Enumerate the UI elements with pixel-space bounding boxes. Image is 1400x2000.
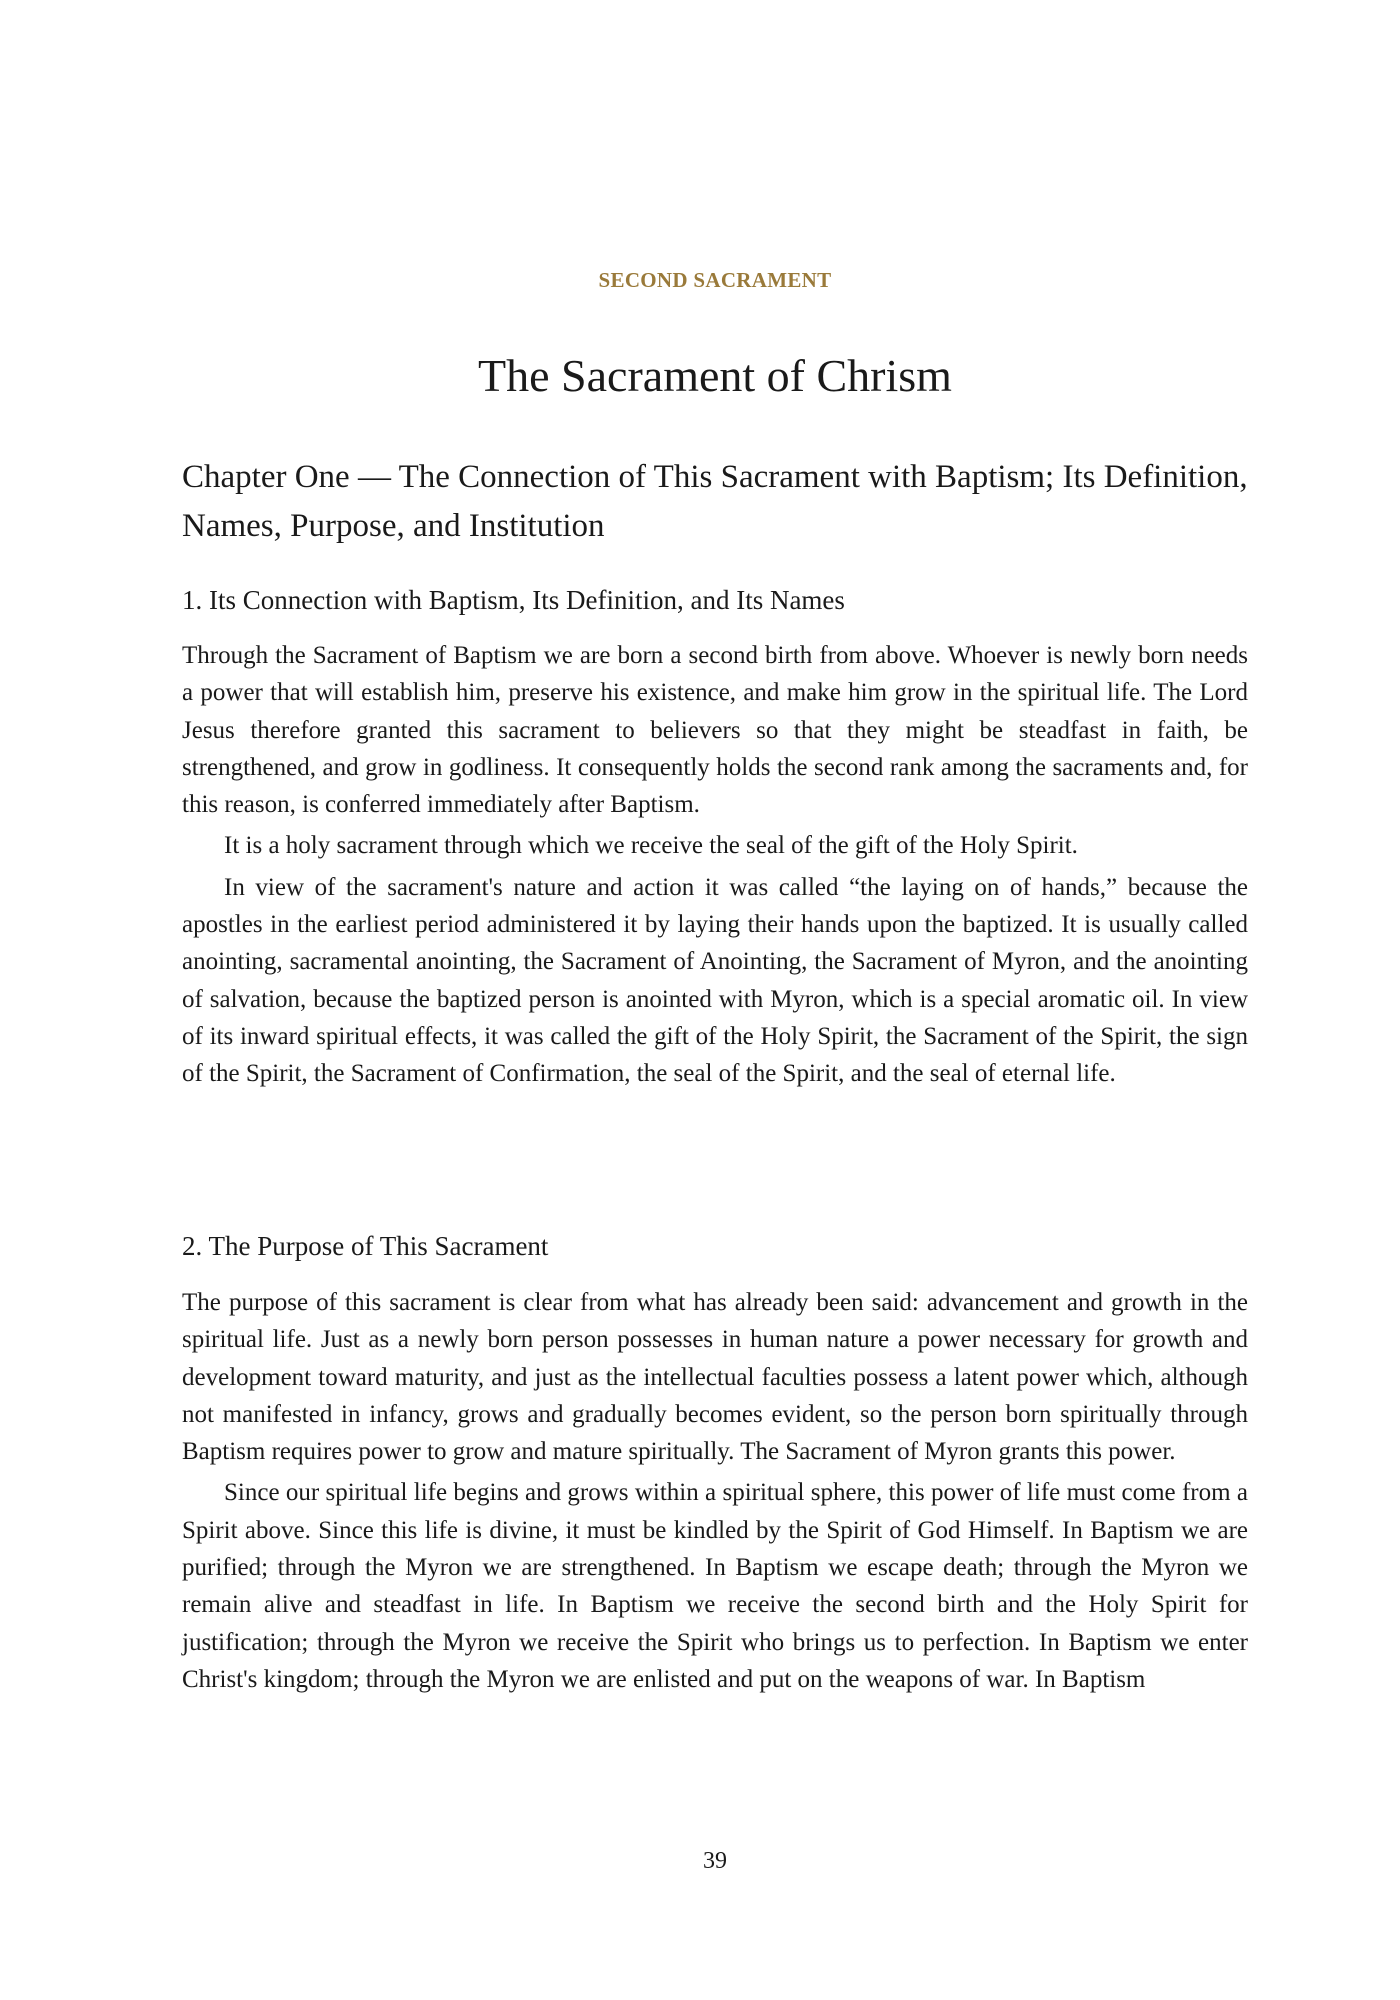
paragraph: In view of the sacrament's nature and action it was called “the laying on of hands,” because the apostles in the earliest period administered it by laying their hands upon the baptized. It is usually called anointing, sacramental anointing, the Sacrament of Anointing, the Sacrament of Myron, and the anointing of salvation, because the baptized person is anointed with Myron, which is a special aromatic oil. In view of its inward spiritual effects, it was called the gift of the Holy Spirit, the Sacrament of the Spirit, the sign of the Spirit, the Sacrament of Confirmation, the seal of the Spirit, and the seal of eternal life. (182, 873, 1248, 1088)
paragraph: It is a holy sacrament through which we receive the seal of the gift of the Holy Spirit. (224, 832, 1078, 860)
paragraph: The purpose of this sacrament is clear from what has already been said: advancement and growth in the spiritual life. Just as a newly born person possesses in human nature a power necessary for growth and development toward maturity, and just as the intellectual faculties possess a latent power which, although not manifested in infancy, grows and gradually becomes evident, so the person born spiritually through Baptism requires power to grow and mature spiritually. The Sacrament of Myron grants this power. (182, 1289, 1248, 1466)
section-body-1 (182, 637, 1248, 1093)
page-number: 39 (703, 1848, 727, 1874)
section-heading-1: 1. Its Connection with Baptism, Its Definition, and Its Names (182, 585, 845, 615)
chapter-heading: Chapter One — The Connection of This Sacrament with Baptism; Its Definition, Names, Purpose, and Institution (182, 459, 1248, 544)
section-body-2 (182, 1284, 1248, 1698)
book-page (182, 0, 1248, 2000)
part-label: SECOND SACRAMENT (598, 268, 832, 292)
paragraph: Through the Sacrament of Baptism we are born a second birth from above. Whoever is newly born needs a power that will establish him, preserve his existence, and make him grow in the spiritual life. The Lord Jesus therefore granted this sacrament to believers so that they might be steadfast in faith, be strengthened, and grow in godliness. It consequently holds the second rank among the sacraments and, for this reason, is conferred immediately after Baptism. (182, 642, 1248, 819)
paragraph: Since our spiritual life begins and grows within a spiritual sphere, this power of life must come from a Spirit above. Since this life is divine, it must be kindled by the Spirit of God Himself. In Baptism we are purified; through the Myron we are strengthened. In Baptism we escape death; through the Myron we remain alive and steadfast in life. In Baptism we receive the second birth and the Holy Spirit for justification; through the Myron we receive the Spirit who brings us to perfection. In Baptism we enter Christ's kingdom; through the Myron we are enlisted and put on the weapons of war. In Baptism (182, 1479, 1248, 1693)
page-title: The Sacrament of Chrism (478, 350, 952, 401)
section-heading-2: 2. The Purpose of This Sacrament (182, 1231, 549, 1261)
